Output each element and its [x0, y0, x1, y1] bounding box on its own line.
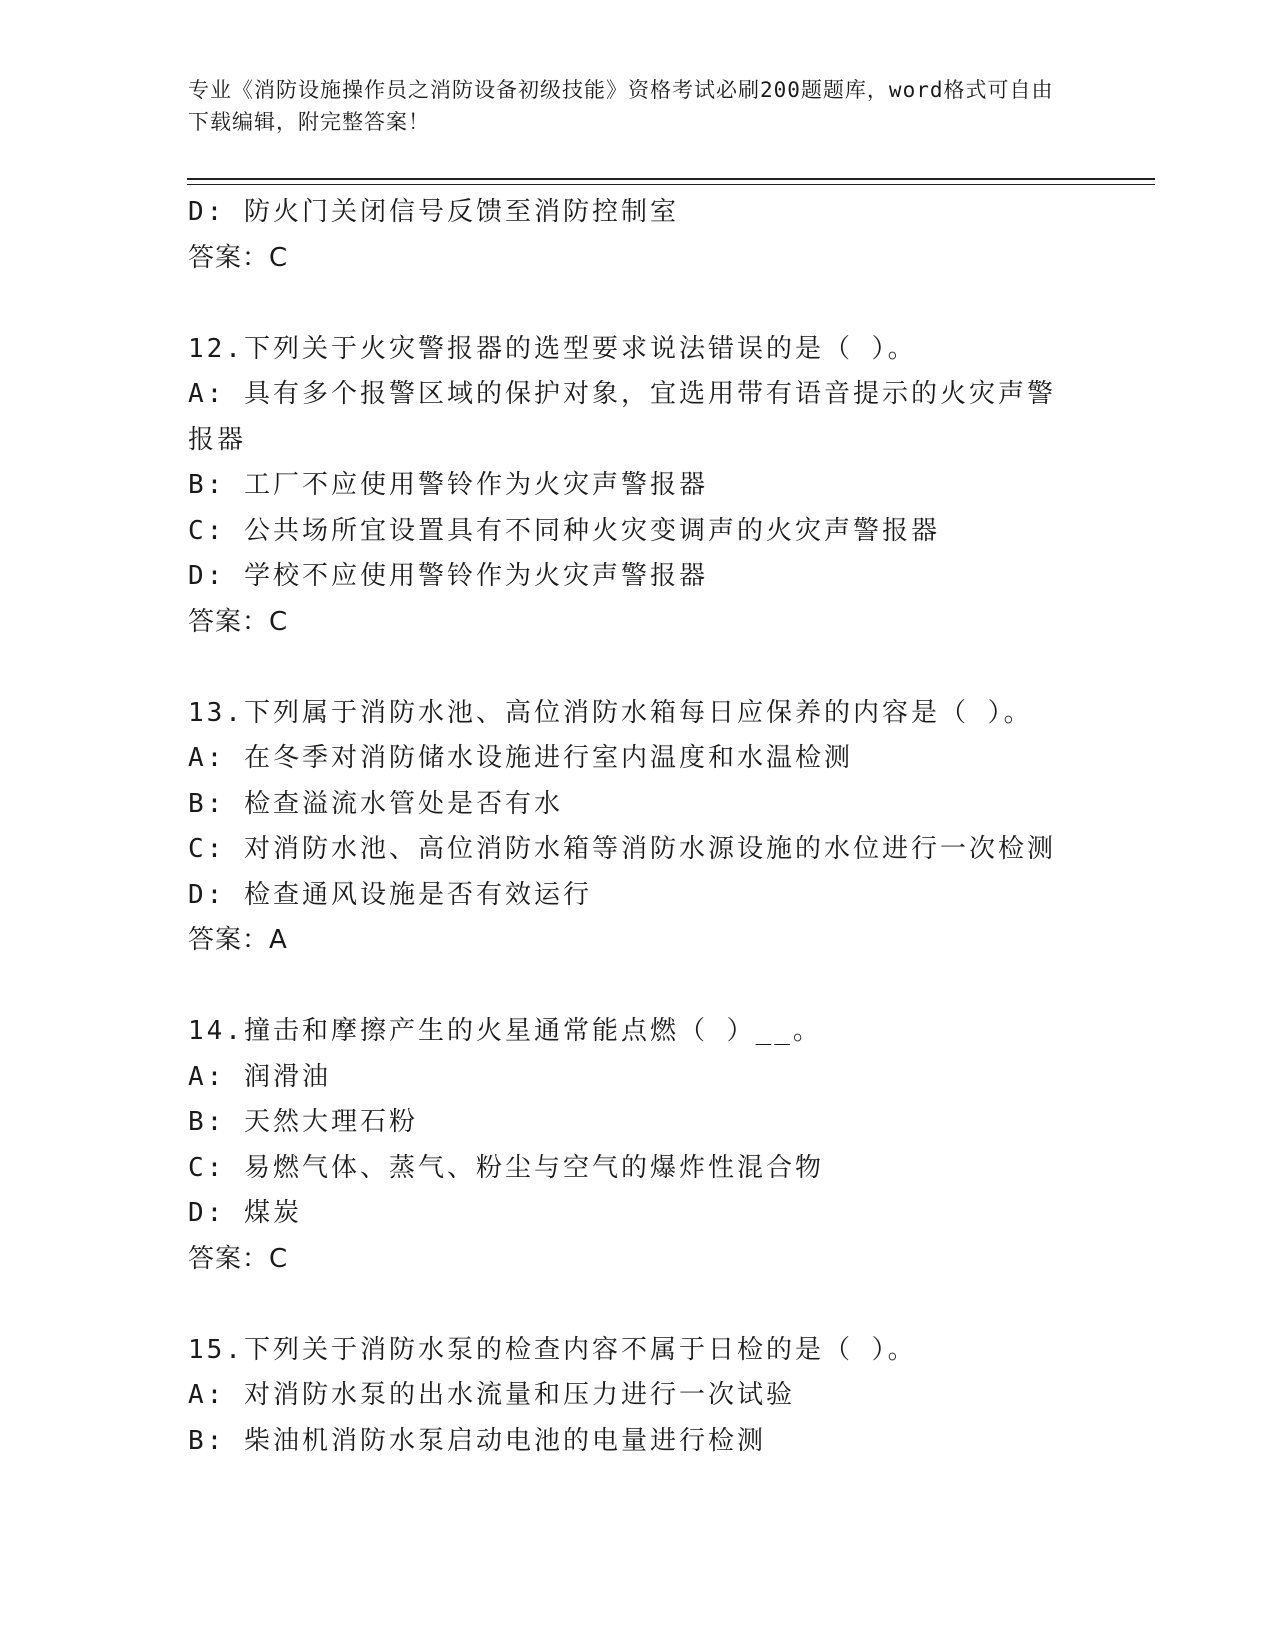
- question-option-b: B: 工厂不应使用警铃作为火灾声警报器: [188, 470, 708, 500]
- question-answer: 答案：C: [188, 606, 289, 637]
- question-option-c: C: 易燃气体、蒸气、粉尘与空气的爆炸性混合物: [188, 1152, 824, 1183]
- question-option-b: B: 柴油机消防水泵启动电池的电量进行检测: [188, 1425, 766, 1456]
- spacer: [188, 964, 1108, 1010]
- question-stem: 12.下列关于火灾警报器的选型要求说法错误的是（ ）。: [188, 333, 917, 364]
- question-stem: 14.撞击和摩擦产生的火星通常能点燃（ ）__。: [188, 1016, 822, 1046]
- question-stem: 13.下列属于消防水池、高位消防水箱每日应保养的内容是（ ）。: [188, 697, 1033, 728]
- question-14: [188, 1009, 1108, 1282]
- question-option-d: D: 学校不应使用警铃作为火灾声警报器: [188, 561, 708, 591]
- question-option-b: B: 天然大理石粉: [188, 1107, 418, 1137]
- question-13: [188, 691, 1108, 964]
- question-15: [188, 1328, 1108, 1465]
- spacer: [188, 1282, 1108, 1328]
- prev-question-option-d: D: 防火门关闭信号反馈至消防控制室: [188, 197, 679, 227]
- question-option-c: C: 公共场所宜设置具有不同种火灾变调声的火灾声警报器: [188, 515, 940, 546]
- spacer: [188, 281, 1108, 327]
- prev-question-answer: 答案：C: [188, 242, 289, 273]
- header-divider-thick: [187, 178, 1155, 180]
- spacer: [188, 645, 1108, 691]
- question-option-a: A: 对消防水泵的出水流量和压力进行一次试验: [188, 1380, 795, 1410]
- question-answer: 答案：C: [188, 1243, 289, 1274]
- question-option-b: B: 检查溢流水管处是否有水: [188, 788, 563, 819]
- question-option-a: A: 具有多个报警区域的保护对象，宜选用带有语音提示的火灾声警报器: [188, 379, 1056, 455]
- question-answer: 答案：A: [188, 925, 288, 955]
- question-option-c: C: 对消防水池、高位消防水箱等消防水源设施的水位进行一次检测: [188, 834, 1056, 864]
- question-option-a: A: 润滑油: [188, 1061, 331, 1092]
- question-option-a: A: 在冬季对消防储水设施进行室内温度和水温检测: [188, 743, 853, 773]
- question-stem: 15.下列关于消防水泵的检查内容不属于日检的是（ ）。: [188, 1334, 917, 1365]
- document-header: 专业《消防设施操作员之消防设备初级技能》资格考试必刷200题题库，word格式可自由下载编辑，附完整答案！: [188, 78, 1054, 134]
- question-list: [188, 190, 1108, 1464]
- question-option-d: D: 煤炭: [188, 1198, 302, 1228]
- question-12: [188, 327, 1108, 646]
- header-divider-thin: [187, 184, 1155, 185]
- question-option-d: D: 检查通风设施是否有效运行: [188, 879, 592, 910]
